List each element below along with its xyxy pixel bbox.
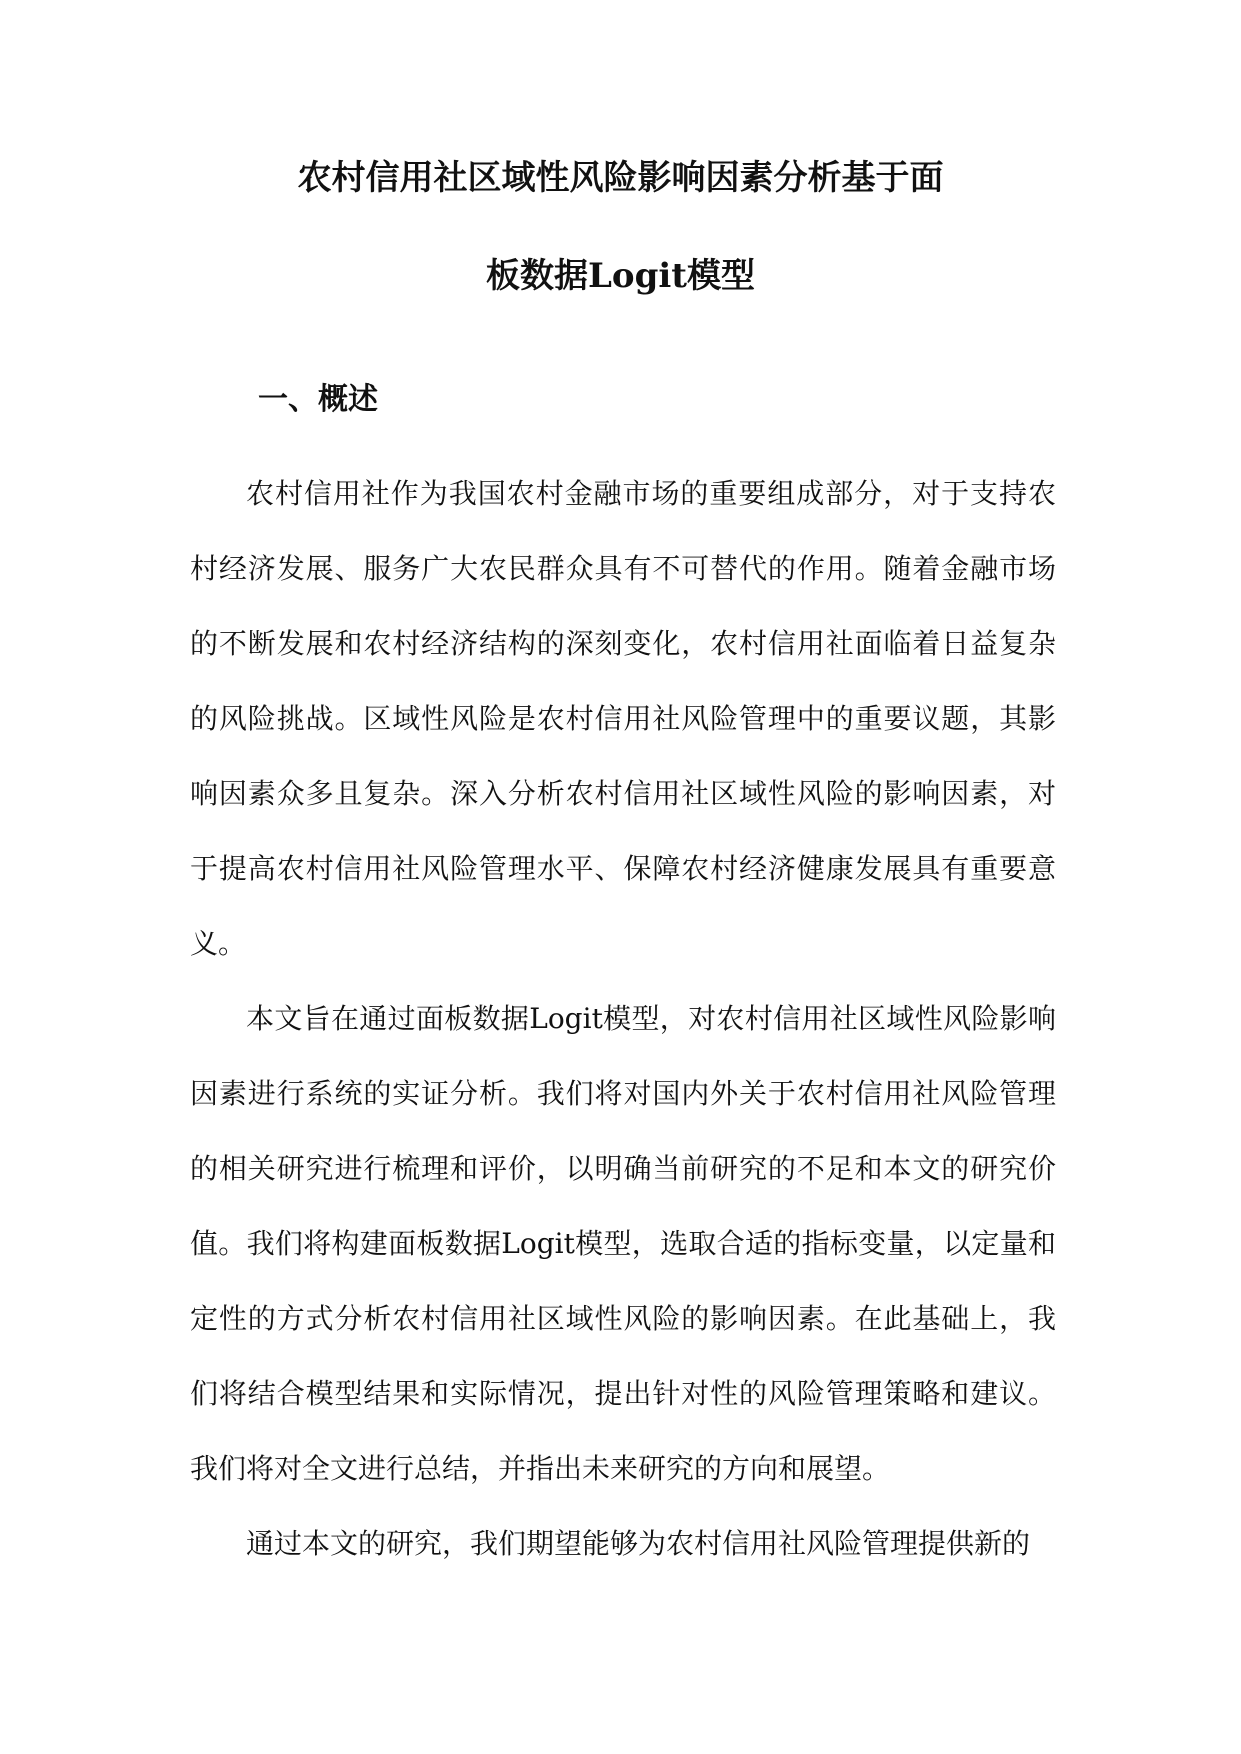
paragraph-3: 通过本文的研究，我们期望能够为农村信用社风险管理提供新的 bbox=[246, 1527, 1031, 1560]
document-title-line-1: 农村信用社区域性风险影响因素分析基于面 bbox=[297, 158, 944, 198]
document-title-line-2: 板数据Logit模型 bbox=[486, 256, 755, 296]
paragraph-1: 农村信用社作为我国农村金融市场的重要组成部分，对于支持农村经济发展、服务广大农民群众具有不可替代的作用。随着金融市场的不断发展和农村经济结构的深刻变化，农村信用社面临着日益复杂的风险挑战。区域性风险是农村信用社风险管理中的重要议题，其影响因素众多且复杂。深入分析农村信用社区域性风险的影响因素，对于提高农村信用社风险管理水平、保障农村经济健康发展具有重要意义。 bbox=[190, 477, 1056, 960]
body-text bbox=[190, 456, 1056, 1581]
section-heading-overview: 一、概述 bbox=[258, 382, 378, 417]
paragraph-2: 本文旨在通过面板数据Logit模型，对农村信用社区域性风险影响因素进行系统的实证分析。我们将对国内外关于农村信用社风险管理的相关研究进行梳理和评价，以明确当前研究的不足和本文的研究价值。我们将构建面板数据Logit模型，选取合适的指标变量，以定量和定性的方式分析农村信用社区域性风险的影响因素。在此基础上，我们将结合模型结果和实际情况，提出针对性的风险管理策略和建议。我们将对全文进行总结，并指出未来研究的方向和展望。 bbox=[190, 1002, 1056, 1485]
